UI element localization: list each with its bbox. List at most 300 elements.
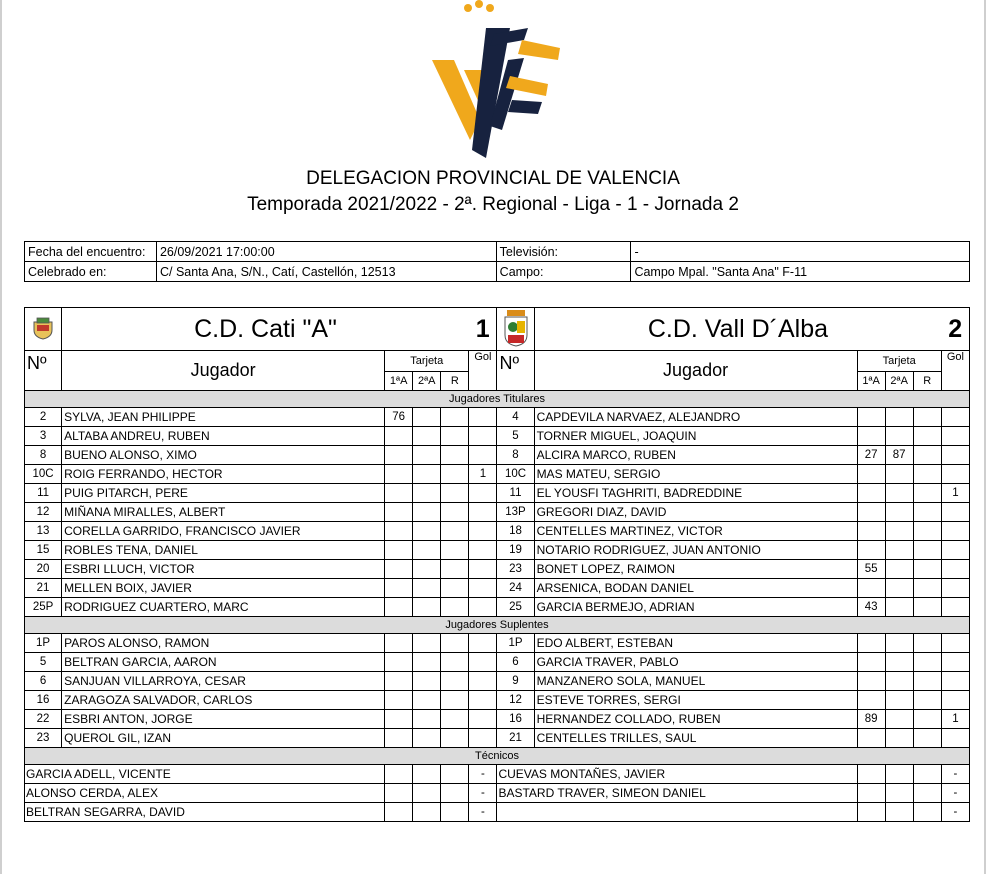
- away-card-1a: 43: [857, 598, 885, 617]
- home-player-name: BELTRAN GARCIA, AARON: [62, 653, 385, 672]
- logo-dot: [464, 4, 472, 12]
- federation-logo: [424, 0, 574, 160]
- home-goals: [469, 672, 497, 691]
- away-card-2a: 87: [885, 446, 913, 465]
- away-card-2a: [885, 427, 913, 446]
- team-row: [25, 308, 970, 351]
- away-card-r: [913, 465, 941, 484]
- home-player-name: RODRIGUEZ CUARTERO, MARC: [62, 598, 385, 617]
- away-card-1a: 55: [857, 560, 885, 579]
- away-card-2a: [885, 653, 913, 672]
- away-player-number: 12: [497, 691, 534, 710]
- home-card-r: [441, 634, 469, 653]
- away-card-2a: [885, 598, 913, 617]
- home-player-number: 21: [25, 579, 62, 598]
- home-r-header: R: [441, 372, 469, 391]
- away-tarjeta-header: Tarjeta: [857, 351, 941, 372]
- home-card-r: [441, 503, 469, 522]
- away-card-2a: [885, 484, 913, 503]
- campo-label: Campo:: [496, 262, 631, 282]
- away-goals: 1: [941, 484, 969, 503]
- player-row: [25, 427, 970, 446]
- home-card-2a: [413, 465, 441, 484]
- away-player-name: ALCIRA MARCO, RUBEN: [534, 446, 857, 465]
- away-goals: [941, 408, 969, 427]
- home-goals: [469, 598, 497, 617]
- home-card-r: [441, 446, 469, 465]
- away-player-name: CENTELLES TRILLES, SAUL: [534, 729, 857, 748]
- home-card-2a: [413, 541, 441, 560]
- away-player-number: 18: [497, 522, 534, 541]
- player-row: [25, 484, 970, 503]
- home-player-name: ALTABA ANDREU, RUBEN: [62, 427, 385, 446]
- away-1a-header: 1ªA: [857, 372, 885, 391]
- home-card-1a: [385, 672, 413, 691]
- home-player-number: 8: [25, 446, 62, 465]
- away-card-2a: [885, 560, 913, 579]
- away-staff-blank: [913, 784, 941, 803]
- away-player-number: 16: [497, 710, 534, 729]
- away-crest: [497, 308, 534, 351]
- home-player-name: ESBRI LLUCH, VICTOR: [62, 560, 385, 579]
- home-card-2a: [413, 560, 441, 579]
- away-player-name: GREGORI DIAZ, DAVID: [534, 503, 857, 522]
- away-player-number: 13P: [497, 503, 534, 522]
- away-goals: [941, 427, 969, 446]
- home-card-r: [441, 653, 469, 672]
- player-row: [25, 522, 970, 541]
- away-player-number: 6: [497, 653, 534, 672]
- home-player-name: ROIG FERRANDO, HECTOR: [62, 465, 385, 484]
- away-player-number: 1P: [497, 634, 534, 653]
- away-card-2a: [885, 579, 913, 598]
- away-card-r: [913, 427, 941, 446]
- home-staff-blank: [385, 803, 413, 822]
- delegation-title: DELEGACION PROVINCIAL DE VALENCIA: [306, 168, 680, 189]
- away-card-2a: [885, 672, 913, 691]
- home-card-2a: [413, 710, 441, 729]
- away-num-header: Nº: [497, 351, 534, 391]
- home-staff-blank: [385, 784, 413, 803]
- away-goals: [941, 729, 969, 748]
- home-card-2a: [413, 579, 441, 598]
- home-player-number: 1P: [25, 634, 62, 653]
- home-player-number: 15: [25, 541, 62, 560]
- staff-row: [25, 784, 970, 803]
- home-crest-icon: [30, 316, 56, 340]
- home-card-1a: [385, 691, 413, 710]
- home-player-number: 5: [25, 653, 62, 672]
- section-title: Jugadores Titulares: [25, 391, 970, 408]
- logo-f2-low: [508, 100, 542, 114]
- away-player-name: BONET LOPEZ, RAIMON: [534, 560, 857, 579]
- away-card-2a: [885, 691, 913, 710]
- away-card-1a: [857, 522, 885, 541]
- home-staff-name: GARCIA ADELL, VICENTE: [25, 765, 385, 784]
- home-tarjeta-header: Tarjeta: [385, 351, 469, 372]
- player-row: [25, 465, 970, 484]
- home-player-number: 3: [25, 427, 62, 446]
- home-card-2a: [413, 446, 441, 465]
- home-staff-blank: [413, 803, 441, 822]
- section-header-row: [25, 617, 970, 634]
- logo-dot: [486, 4, 494, 12]
- home-player-number: 23: [25, 729, 62, 748]
- away-card-2a: [885, 465, 913, 484]
- player-row: [25, 691, 970, 710]
- celebrado-label: Celebrado en:: [25, 262, 157, 282]
- away-player-number: 9: [497, 672, 534, 691]
- staff-row: [25, 803, 970, 822]
- away-goals: [941, 560, 969, 579]
- home-staff-mark: -: [469, 765, 497, 784]
- away-goals: [941, 598, 969, 617]
- home-team-name: C.D. Cati "A": [62, 308, 469, 351]
- home-goals: [469, 560, 497, 579]
- away-card-1a: [857, 691, 885, 710]
- away-goals: [941, 691, 969, 710]
- away-player-name: CAPDEVILA NARVAEZ, ALEJANDRO: [534, 408, 857, 427]
- home-card-2a: [413, 522, 441, 541]
- logo-f2-top: [518, 40, 560, 60]
- home-player-number: 22: [25, 710, 62, 729]
- home-goals: [469, 729, 497, 748]
- away-player-number: 19: [497, 541, 534, 560]
- campo-value: Campo Mpal. "Santa Ana" F-11: [631, 262, 970, 282]
- away-staff-blank: [857, 765, 885, 784]
- away-card-1a: [857, 653, 885, 672]
- away-card-r: [913, 579, 941, 598]
- away-card-r: [913, 408, 941, 427]
- tv-value: -: [631, 242, 970, 262]
- tv-label: Televisión:: [496, 242, 631, 262]
- home-player-name: ZARAGOZA SALVADOR, CARLOS: [62, 691, 385, 710]
- away-staff-blank: [885, 765, 913, 784]
- home-goals: [469, 522, 497, 541]
- away-staff-mark: -: [941, 803, 969, 822]
- home-player-header: Jugador: [62, 351, 385, 391]
- away-card-1a: [857, 672, 885, 691]
- away-card-1a: [857, 465, 885, 484]
- section-header-row: [25, 391, 970, 408]
- away-player-name: EDO ALBERT, ESTEBAN: [534, 634, 857, 653]
- fecha-label: Fecha del encuentro:: [25, 242, 157, 262]
- away-goals: [941, 522, 969, 541]
- home-goals: 1: [469, 465, 497, 484]
- away-card-r: [913, 672, 941, 691]
- home-player-number: 12: [25, 503, 62, 522]
- home-card-2a: [413, 729, 441, 748]
- away-card-r: [913, 503, 941, 522]
- player-row: [25, 672, 970, 691]
- home-score: 1: [469, 308, 497, 351]
- player-row: [25, 560, 970, 579]
- home-player-name: SYLVA, JEAN PHILIPPE: [62, 408, 385, 427]
- home-goals: [469, 541, 497, 560]
- home-card-1a: 76: [385, 408, 413, 427]
- home-num-header: Nº: [25, 351, 62, 391]
- home-card-r: [441, 672, 469, 691]
- away-staff-name: CUEVAS MONTAÑES, JAVIER: [497, 765, 857, 784]
- away-card-1a: 27: [857, 446, 885, 465]
- away-score: 2: [941, 308, 969, 351]
- home-card-2a: [413, 634, 441, 653]
- home-card-2a: [413, 503, 441, 522]
- column-header-row: [25, 351, 970, 372]
- player-row: [25, 579, 970, 598]
- home-goals: [469, 427, 497, 446]
- away-player-number: 21: [497, 729, 534, 748]
- home-player-name: PUIG PITARCH, PERE: [62, 484, 385, 503]
- home-card-1a: [385, 579, 413, 598]
- away-player-number: 23: [497, 560, 534, 579]
- away-staff-blank: [857, 803, 885, 822]
- home-player-number: 20: [25, 560, 62, 579]
- home-staff-blank: [413, 765, 441, 784]
- home-card-r: [441, 465, 469, 484]
- home-card-1a: [385, 653, 413, 672]
- info-row: [25, 242, 970, 262]
- away-player-number: 11: [497, 484, 534, 503]
- page-edge-left: [0, 0, 2, 874]
- player-row: [25, 598, 970, 617]
- away-goals: [941, 541, 969, 560]
- away-card-2a: [885, 503, 913, 522]
- home-2a-header: 2ªA: [413, 372, 441, 391]
- home-card-1a: [385, 729, 413, 748]
- logo-dot: [475, 0, 483, 8]
- home-player-name: MIÑANA MIRALLES, ALBERT: [62, 503, 385, 522]
- home-card-r: [441, 484, 469, 503]
- staff-row: [25, 765, 970, 784]
- section-title: Técnicos: [25, 748, 970, 765]
- away-player-name: CENTELLES MARTINEZ, VICTOR: [534, 522, 857, 541]
- away-goals: [941, 672, 969, 691]
- away-card-1a: 89: [857, 710, 885, 729]
- home-card-r: [441, 541, 469, 560]
- player-row: [25, 503, 970, 522]
- away-crest-icon: [502, 309, 530, 347]
- away-card-r: [913, 484, 941, 503]
- home-card-r: [441, 710, 469, 729]
- home-goals: [469, 503, 497, 522]
- player-row: [25, 408, 970, 427]
- home-staff-name: BELTRAN SEGARRA, DAVID: [25, 803, 385, 822]
- home-card-2a: [413, 653, 441, 672]
- section-header-row: [25, 748, 970, 765]
- away-card-1a: [857, 503, 885, 522]
- away-team-name: C.D. Vall D´Alba: [534, 308, 941, 351]
- home-gol-header: Gol: [469, 351, 497, 391]
- home-goals: [469, 653, 497, 672]
- player-row: [25, 653, 970, 672]
- season-title: Temporada 2021/2022 - 2ª. Regional - Liga - 1 - Jornada 2: [247, 194, 739, 215]
- home-player-name: CORELLA GARRIDO, FRANCISCO JAVIER: [62, 522, 385, 541]
- away-staff-name: BASTARD TRAVER, SIMEON DANIEL: [497, 784, 857, 803]
- away-card-2a: [885, 408, 913, 427]
- home-player-number: 10C: [25, 465, 62, 484]
- away-player-number: 4: [497, 408, 534, 427]
- player-row: [25, 710, 970, 729]
- away-r-header: R: [913, 372, 941, 391]
- away-goals: [941, 446, 969, 465]
- away-card-1a: [857, 634, 885, 653]
- away-card-r: [913, 653, 941, 672]
- away-player-name: NOTARIO RODRIGUEZ, JUAN ANTONIO: [534, 541, 857, 560]
- away-card-1a: [857, 427, 885, 446]
- home-staff-blank: [441, 784, 469, 803]
- home-player-name: ESBRI ANTON, JORGE: [62, 710, 385, 729]
- away-goals: [941, 465, 969, 484]
- away-goals: [941, 503, 969, 522]
- away-player-name: EL YOUSFI TAGHRITI, BADREDDINE: [534, 484, 857, 503]
- away-player-name: MAS MATEU, SERGIO: [534, 465, 857, 484]
- home-card-1a: [385, 634, 413, 653]
- home-card-2a: [413, 598, 441, 617]
- home-player-name: ROBLES TENA, DANIEL: [62, 541, 385, 560]
- away-gol-header: Gol: [941, 351, 969, 391]
- home-staff-name: ALONSO CERDA, ALEX: [25, 784, 385, 803]
- home-player-number: 11: [25, 484, 62, 503]
- away-player-name: GARCIA TRAVER, PABLO: [534, 653, 857, 672]
- player-row: [25, 541, 970, 560]
- home-staff-mark: -: [469, 784, 497, 803]
- home-card-1a: [385, 427, 413, 446]
- home-player-name: QUEROL GIL, IZAN: [62, 729, 385, 748]
- away-staff-mark: -: [941, 784, 969, 803]
- away-2a-header: 2ªA: [885, 372, 913, 391]
- away-card-1a: [857, 541, 885, 560]
- home-card-1a: [385, 484, 413, 503]
- away-player-number: 8: [497, 446, 534, 465]
- home-player-number: 2: [25, 408, 62, 427]
- fecha-value: 26/09/2021 17:00:00: [156, 242, 496, 262]
- away-player-name: HERNANDEZ COLLADO, RUBEN: [534, 710, 857, 729]
- away-goals: 1: [941, 710, 969, 729]
- player-row: [25, 729, 970, 748]
- home-crest: [25, 308, 62, 351]
- home-card-r: [441, 408, 469, 427]
- home-player-name: PAROS ALONSO, RAMON: [62, 634, 385, 653]
- player-row: [25, 446, 970, 465]
- away-card-1a: [857, 579, 885, 598]
- home-goals: [469, 634, 497, 653]
- home-card-r: [441, 598, 469, 617]
- home-staff-blank: [385, 765, 413, 784]
- away-goals: [941, 634, 969, 653]
- away-card-r: [913, 598, 941, 617]
- away-card-2a: [885, 522, 913, 541]
- away-staff-name: [497, 803, 857, 822]
- away-staff-blank: [913, 803, 941, 822]
- home-card-r: [441, 729, 469, 748]
- away-card-2a: [885, 710, 913, 729]
- home-card-1a: [385, 598, 413, 617]
- away-card-r: [913, 710, 941, 729]
- away-card-r: [913, 446, 941, 465]
- away-staff-blank: [885, 784, 913, 803]
- home-card-2a: [413, 427, 441, 446]
- home-player-name: BUENO ALONSO, XIMO: [62, 446, 385, 465]
- home-card-2a: [413, 408, 441, 427]
- away-goals: [941, 579, 969, 598]
- home-goals: [469, 691, 497, 710]
- home-card-1a: [385, 522, 413, 541]
- home-staff-blank: [441, 765, 469, 784]
- home-card-r: [441, 579, 469, 598]
- home-goals: [469, 446, 497, 465]
- home-staff-mark: -: [469, 803, 497, 822]
- home-card-r: [441, 522, 469, 541]
- home-goals: [469, 710, 497, 729]
- player-row: [25, 634, 970, 653]
- home-player-number: 16: [25, 691, 62, 710]
- away-card-2a: [885, 634, 913, 653]
- home-player-name: MELLEN BOIX, JAVIER: [62, 579, 385, 598]
- away-card-r: [913, 691, 941, 710]
- away-card-r: [913, 560, 941, 579]
- away-card-r: [913, 522, 941, 541]
- celebrado-value: C/ Santa Ana, S/N., Catí, Castellón, 12513: [156, 262, 496, 282]
- away-player-header: Jugador: [534, 351, 857, 391]
- away-card-1a: [857, 408, 885, 427]
- home-goals: [469, 579, 497, 598]
- away-card-r: [913, 541, 941, 560]
- home-player-number: 13: [25, 522, 62, 541]
- away-staff-mark: -: [941, 765, 969, 784]
- away-player-name: GARCIA BERMEJO, ADRIAN: [534, 598, 857, 617]
- away-player-name: TORNER MIGUEL, JOAQUIN: [534, 427, 857, 446]
- away-player-number: 25: [497, 598, 534, 617]
- away-staff-blank: [857, 784, 885, 803]
- home-card-2a: [413, 691, 441, 710]
- home-1a-header: 1ªA: [385, 372, 413, 391]
- away-card-1a: [857, 484, 885, 503]
- lineup-table: [24, 307, 970, 822]
- home-player-number: 25P: [25, 598, 62, 617]
- home-card-1a: [385, 503, 413, 522]
- home-player-name: SANJUAN VILLARROYA, CESAR: [62, 672, 385, 691]
- match-info-table: [24, 241, 970, 282]
- away-staff-blank: [913, 765, 941, 784]
- home-goals: [469, 484, 497, 503]
- away-player-name: ARSENICA, BODAN DANIEL: [534, 579, 857, 598]
- away-card-2a: [885, 541, 913, 560]
- home-card-1a: [385, 465, 413, 484]
- away-player-number: 24: [497, 579, 534, 598]
- away-player-name: ESTEVE TORRES, SERGI: [534, 691, 857, 710]
- home-staff-blank: [441, 803, 469, 822]
- home-card-1a: [385, 446, 413, 465]
- away-staff-blank: [885, 803, 913, 822]
- home-card-2a: [413, 484, 441, 503]
- away-card-r: [913, 634, 941, 653]
- away-player-name: MANZANERO SOLA, MANUEL: [534, 672, 857, 691]
- away-player-number: 10C: [497, 465, 534, 484]
- home-card-r: [441, 427, 469, 446]
- home-goals: [469, 408, 497, 427]
- section-title: Jugadores Suplentes: [25, 617, 970, 634]
- away-card-r: [913, 729, 941, 748]
- home-card-1a: [385, 710, 413, 729]
- away-card-1a: [857, 729, 885, 748]
- home-card-r: [441, 560, 469, 579]
- away-goals: [941, 653, 969, 672]
- home-staff-blank: [413, 784, 441, 803]
- home-card-1a: [385, 560, 413, 579]
- info-row: [25, 262, 970, 282]
- home-card-r: [441, 691, 469, 710]
